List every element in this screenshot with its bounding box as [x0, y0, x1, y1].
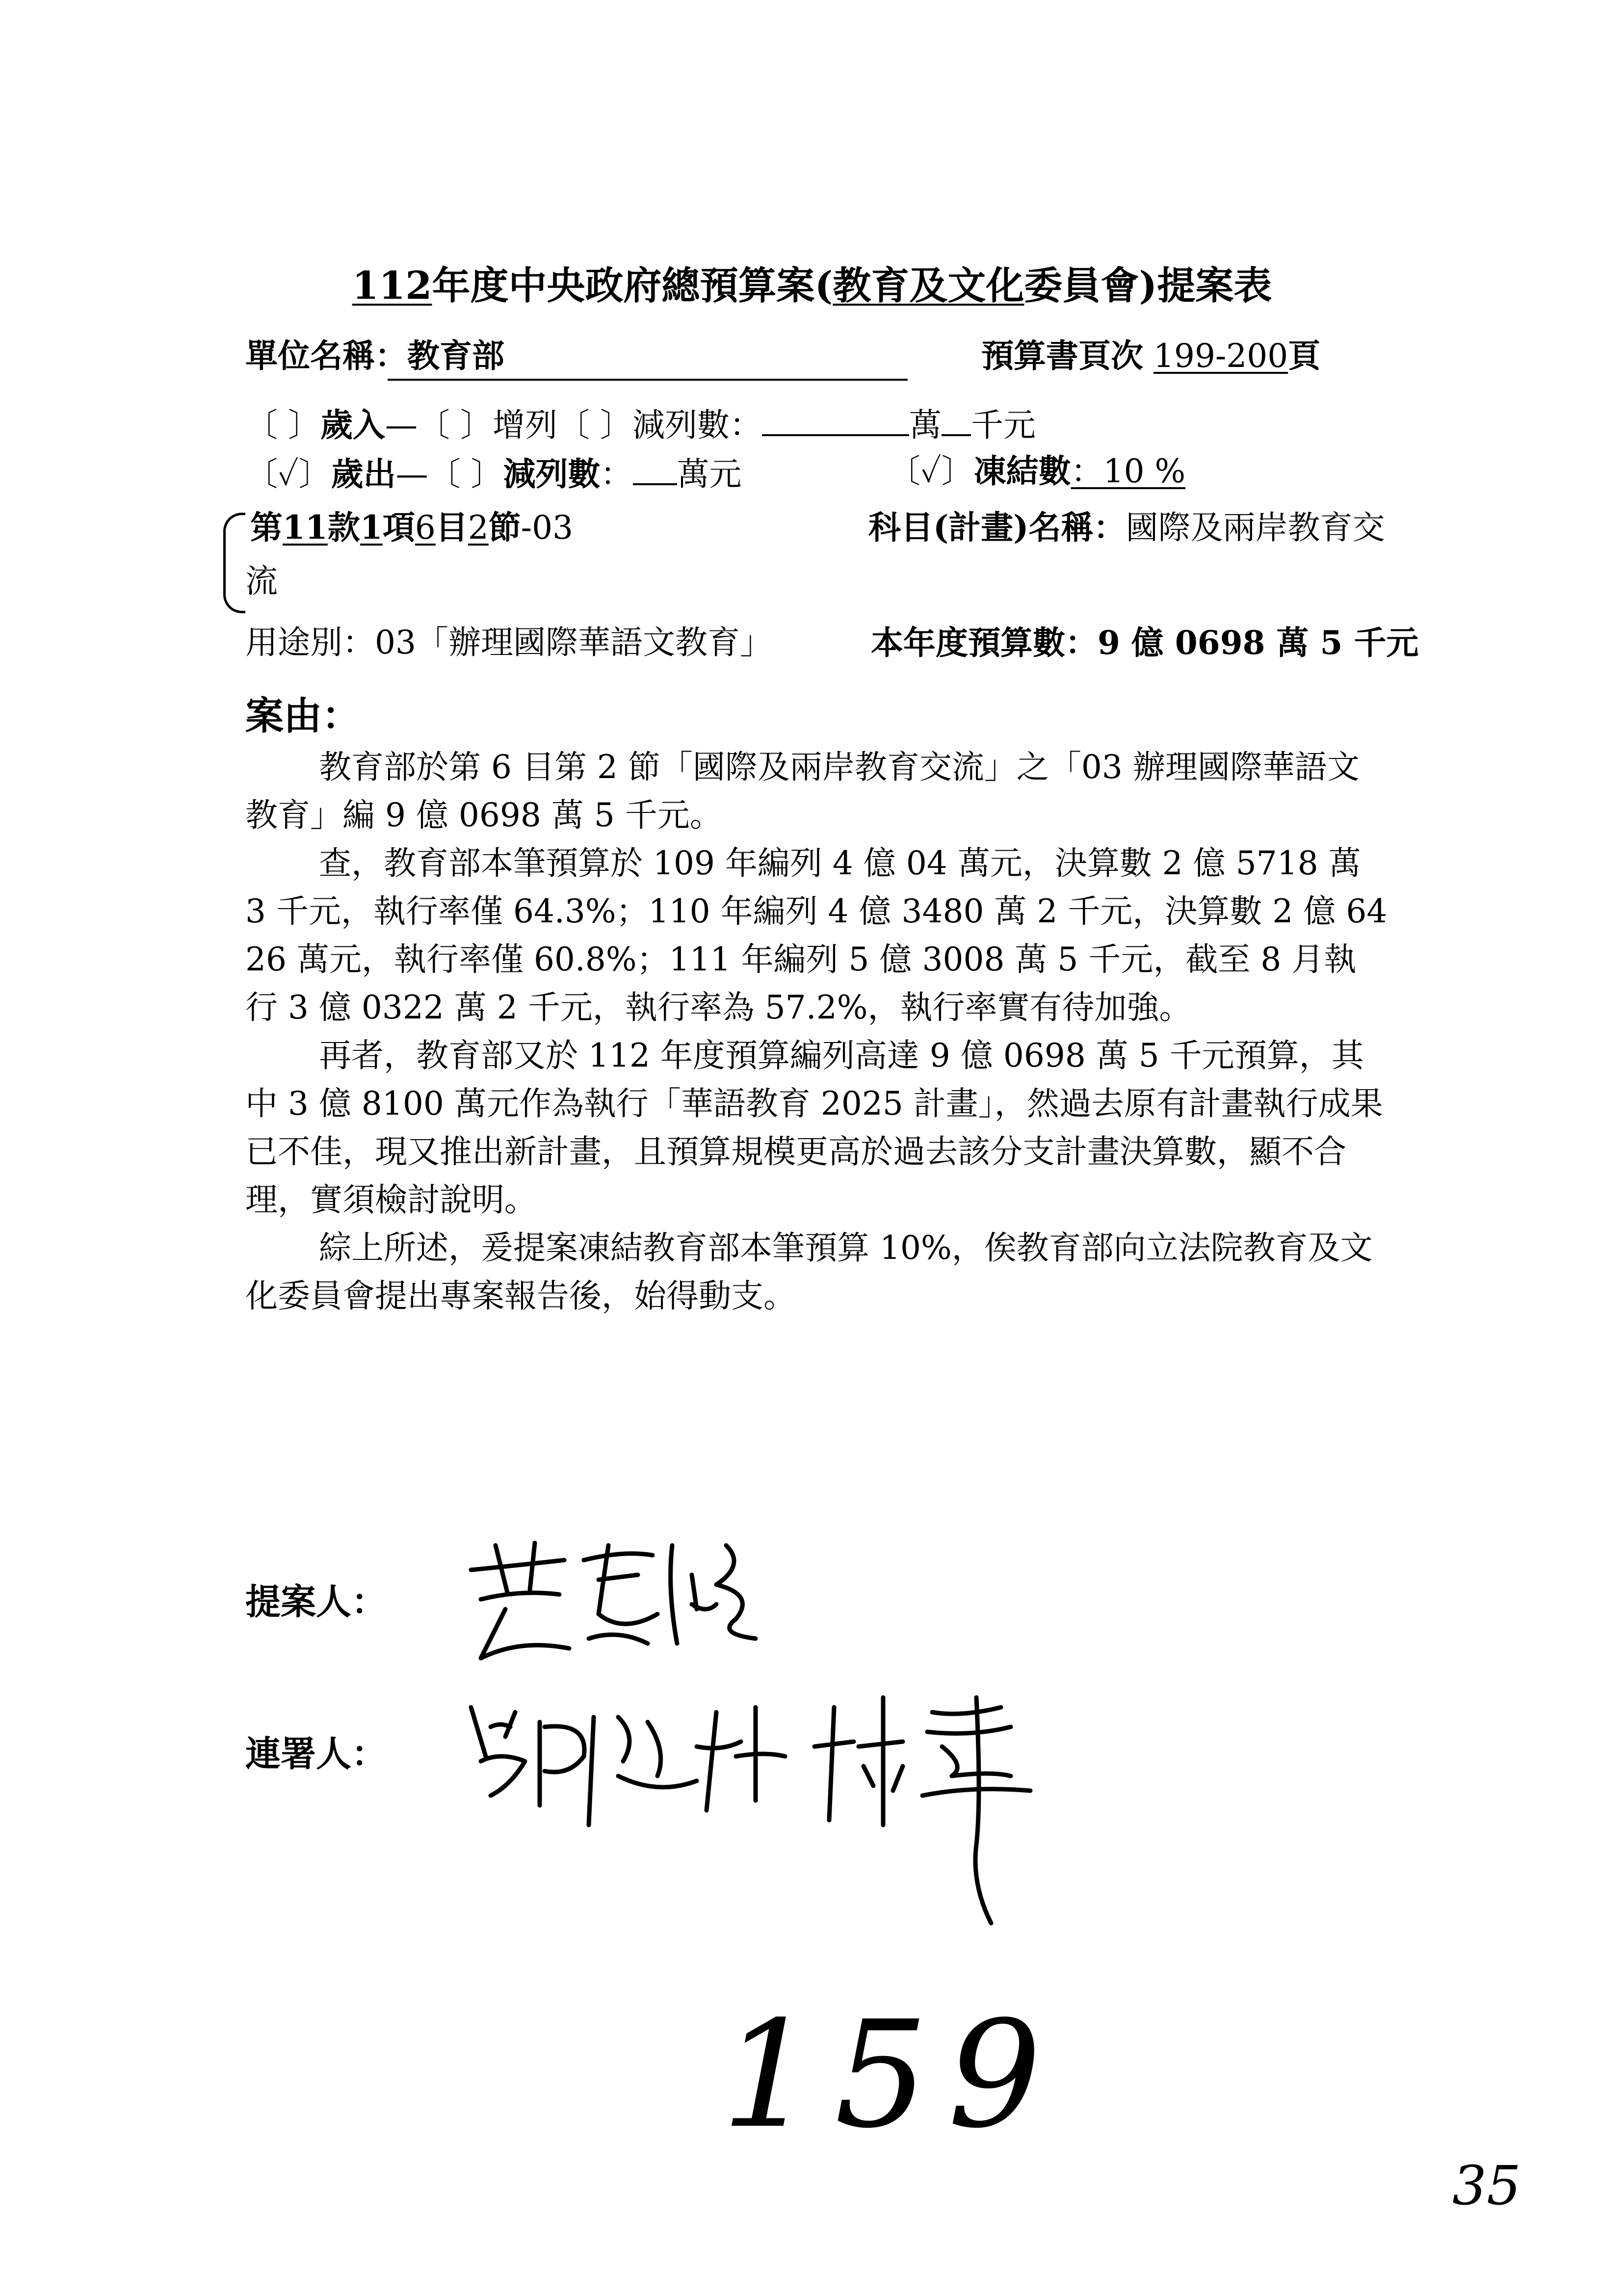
expenditure-checkbox: 〔✓〕: [245, 455, 331, 493]
revenue-label: 歲入: [320, 406, 385, 444]
revenue-blank-2: [942, 400, 971, 436]
annual-budget-value: 9 億 0698 萬 5 千元: [1098, 624, 1419, 662]
kuan-value: 11: [283, 508, 328, 547]
pages-suffix: 頁: [1288, 337, 1321, 375]
kuan-label: 第: [250, 508, 283, 547]
freeze-row: [888, 449, 1185, 494]
kuan-unit: 款: [327, 508, 360, 547]
usage-value: 03「辦理國際華語文教育」: [375, 624, 772, 661]
usage-label: 用途別：: [245, 624, 375, 661]
paragraph-3: 再者，教育部又於 112 年度預算編列高達 9 億 0698 萬 5 千元預算，其中 3 億 8100 萬元作為執行「華語教育 2025 計畫」，然過去原有計畫執行成果已不佳，現又推出新計畫，且預算規模更高於過去該分支計畫決算數，顯不合理，實須檢討說明。: [245, 1037, 1383, 1219]
reduce-blank: [633, 449, 677, 485]
subject-continuation: 流: [245, 562, 278, 600]
mu-value: 6: [415, 509, 436, 547]
budget-page-row: [981, 334, 1320, 378]
title-part-1: 年度中央政府總預算案(: [432, 263, 833, 308]
revenue-options: —〔 〕增列〔 〕減列數：: [385, 406, 762, 444]
unit-label: 單位名稱：: [245, 337, 407, 375]
paragraph-4: 綜上所述，爰提案凍結教育部本筆預算 10%，俟教育部向立法院教育及文化委員會提出專案報告後，始得動支。: [245, 1229, 1373, 1315]
expenditure-label: 歲出: [331, 455, 396, 493]
jie-value: 2: [468, 509, 489, 547]
page-number: 35: [1452, 2154, 1521, 2217]
title-part-2: 委員會)提案表: [1024, 263, 1272, 308]
item-code: -03: [521, 509, 574, 547]
revenue-row: [245, 400, 1036, 447]
cosigner-label: 連署人：: [245, 1733, 387, 1774]
freeze-checkbox: 〔✓〕: [888, 452, 974, 490]
left-brace: [223, 513, 245, 613]
subject-value: 國際及兩岸教育交: [1126, 509, 1385, 547]
pages-label: 預算書頁次: [981, 337, 1143, 375]
revenue-qian: 千元: [970, 406, 1036, 444]
cosigner-signatures: [461, 1678, 1099, 1933]
unit-row: [245, 334, 504, 378]
xiang-value: 1: [360, 508, 383, 547]
proposer-label: 提案人：: [245, 1581, 387, 1622]
title-committee: 教育及文化: [833, 263, 1024, 308]
mu-unit: 目: [435, 508, 468, 547]
page-title: [0, 255, 1624, 310]
proposer-signature: [461, 1516, 775, 1673]
unit-value: 教育部: [407, 337, 504, 375]
pages-value: 199-200: [1153, 337, 1288, 375]
expenditure-row: [245, 449, 742, 496]
expenditure-dash: —〔 〕: [395, 455, 503, 493]
subject-label: 科目(計畫)名稱：: [868, 508, 1126, 547]
paragraph-2: 查，教育部本筆預算於 109 年編列 4 億 04 萬元，決算數 2 億 5718 萬 3 千元，執行率僅 64.3%；110 年編列 4 億 3480 萬 2 千元，決算數 2 億 6426 萬元，執行率僅 60.8%；111 年編列 5 億 3008 萬 5 千元，截至 8 月執行 3 億 0322 萬 2 千元，執行率為 57.2%，執行率實有待加強。: [245, 844, 1388, 1026]
reduce-label: 減列數: [503, 455, 601, 493]
reason-body: [245, 743, 1388, 1320]
revenue-wan: 萬: [909, 406, 942, 444]
annual-budget-row: [871, 621, 1418, 665]
annual-budget-label: 本年度預算數：: [871, 624, 1098, 662]
classification-row: [250, 505, 573, 550]
reduce-colon: ：: [600, 455, 633, 493]
paragraph-1: 教育部於第 6 目第 2 節「國際及兩岸教育交流」之「03 辦理國際華語文教育」編 9 億 0698 萬 5 千元。: [245, 748, 1360, 834]
unit-underline: [388, 379, 908, 381]
title-year: 112: [352, 263, 432, 308]
jie-unit: 節: [488, 508, 521, 547]
freeze-label: 凍結數: [973, 452, 1071, 490]
usage-row: [245, 621, 772, 665]
revenue-checkbox: 〔 〕: [245, 406, 320, 444]
xiang-unit: 項: [382, 508, 415, 547]
revenue-blank: [762, 400, 909, 436]
subject-row: [868, 505, 1385, 550]
reduce-unit: 萬元: [677, 455, 742, 493]
freeze-value: ：10 %: [1071, 452, 1186, 490]
handwritten-number: 159: [721, 1989, 1061, 2161]
reason-heading: 案由：: [245, 694, 361, 738]
